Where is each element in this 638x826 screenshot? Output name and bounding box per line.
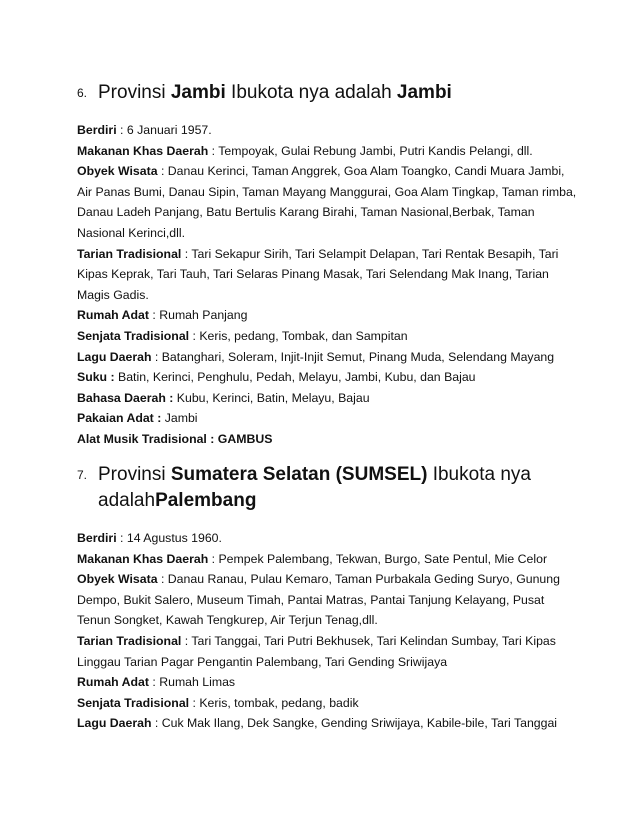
section-number: 7. xyxy=(77,468,88,482)
info-label: Rumah Adat xyxy=(77,308,149,323)
info-value: Pempek Palembang, Tekwan, Burgo, Sate Pentul, Mie Celor xyxy=(218,551,548,566)
info-label: Pakaian Adat : xyxy=(77,411,162,426)
info-label: Tarian Tradisional xyxy=(77,633,182,648)
info-separator: : xyxy=(181,246,192,261)
info-label: Suku : xyxy=(77,370,115,385)
info-label: Berdiri xyxy=(77,531,117,545)
info-label: Lagu Daerah xyxy=(77,349,152,364)
info-row xyxy=(77,388,577,409)
info-label: Senjata Tradisional xyxy=(77,695,190,710)
info-value: Danau Ranau, Pulau Kemaro, Taman Purbakala Geding Suryo, Gunung Dempo, Bukit Salero, Museum Timah, Pantai Matras, Pantai Tanjung Kelayang, Pusat Tenun Songket, Kawah Tengkurep, Air Terjun Tenag,dll. xyxy=(77,572,560,628)
info-separator: : xyxy=(116,531,127,545)
info-value: Jambi xyxy=(164,411,198,426)
info-row xyxy=(77,141,577,162)
info-label: Obyek Wisata xyxy=(77,164,158,179)
info-label: Rumah Adat xyxy=(77,675,149,690)
info-separator: : xyxy=(148,675,160,690)
info-value: Rumah Limas xyxy=(159,675,236,690)
info-row xyxy=(77,549,577,570)
info-separator: : xyxy=(181,633,192,648)
info-separator: : xyxy=(208,143,219,158)
capital-name: Palembang xyxy=(155,490,257,511)
province-name: Sumatera Selatan (SUMSEL) xyxy=(170,464,428,485)
info-value: Tari Tanggai, Tari Putri Bekhusek, Tari Kelindan Sumbay, Tari Kipas Linggau Tarian Pagar Pengantin Palembang, Tari Gending Sriwijaya xyxy=(77,633,556,669)
info-separator: : xyxy=(157,164,168,179)
info-row xyxy=(77,161,577,243)
info-row xyxy=(77,672,577,693)
info-row xyxy=(77,693,577,714)
heading-middle: Ibukota nya adalah xyxy=(98,464,531,511)
info-label: Alat Musik Tradisional : GAMBUS xyxy=(77,431,273,446)
capital-name: Jambi xyxy=(396,82,452,103)
info-value: Kubu, Kerinci, Batin, Melayu, Bajau xyxy=(176,390,370,405)
info-value: Cuk Mak Ilang, Dek Sangke, Gending Sriwijaya, Kabile-bile, Tari Tanggai xyxy=(161,716,558,731)
info-row xyxy=(77,713,577,734)
info-separator: : xyxy=(151,349,162,364)
province-section-sumsel xyxy=(0,462,638,734)
section-number: 6. xyxy=(77,86,88,100)
info-row xyxy=(77,631,577,672)
info-value: Rumah Panjang xyxy=(159,308,248,323)
info-label: Senjata Tradisional xyxy=(77,328,190,343)
info-label: Bahasa Daerah : xyxy=(77,390,174,405)
info-value: Keris, tombak, pedang, badik xyxy=(199,695,359,710)
info-label: Makanan Khas Daerah xyxy=(77,143,209,158)
province-name: Jambi xyxy=(170,82,226,103)
info-label: Tarian Tradisional xyxy=(77,246,182,261)
info-separator: : xyxy=(189,328,200,343)
heading-prefix: Provinsi xyxy=(98,464,171,485)
info-label: Obyek Wisata xyxy=(77,572,158,587)
info-value: 14 Agustus 1960. xyxy=(126,531,222,545)
info-value: Batin, Kerinci, Penghulu, Pedah, Melayu, Jambi, Kubu, dan Bajau xyxy=(118,370,476,385)
info-row xyxy=(77,569,577,631)
info-value: Batanghari, Soleram, Injit-Injit Semut, Pinang Muda, Selendang Mayang xyxy=(161,349,555,364)
info-row xyxy=(77,367,577,388)
info-separator: : xyxy=(157,572,168,587)
province-section-jambi xyxy=(0,80,638,450)
heading-middle: Ibukota nya adalah xyxy=(225,82,397,103)
info-value: Danau Kerinci, Taman Anggrek, Goa Alam Toangko, Candi Muara Jambi, Air Panas Bumi, Danau Sipin, Taman Mayang Manggurai, Goa Alam Tingkap, Taman rimba, Danau Ladeh Panjang, Batu Bertulis Karang Birahi, Taman Nasional,Berbak, Taman Nasional Kerinci,dll. xyxy=(77,164,577,240)
info-row xyxy=(77,305,577,326)
province-heading xyxy=(0,80,638,106)
info-separator: : xyxy=(151,716,162,731)
info-separator: : xyxy=(116,123,127,137)
info-row xyxy=(77,120,577,141)
province-heading xyxy=(0,462,638,514)
info-row xyxy=(77,408,577,429)
info-row xyxy=(77,326,577,347)
info-row xyxy=(77,244,577,306)
info-separator: : xyxy=(189,695,200,710)
info-row xyxy=(77,429,577,450)
heading-prefix: Provinsi xyxy=(98,82,171,103)
info-separator: : xyxy=(148,308,160,323)
info-value: Tempoyak, Gulai Rebung Jambi, Putri Kandis Pelangi, dll. xyxy=(218,143,533,158)
info-separator: : xyxy=(208,551,219,566)
info-label: Lagu Daerah xyxy=(77,716,152,731)
info-row xyxy=(77,528,577,549)
info-value: 6 Januari 1957. xyxy=(126,123,212,137)
info-value: Tari Sekapur Sirih, Tari Selampit Delapan, Tari Rentak Besapih, Tari Kipas Keprak, Tari Tauh, Tari Selaras Pinang Masak, Tari Selendang Mak Inang, Tarian Magis Gadis. xyxy=(77,246,559,302)
info-label: Berdiri xyxy=(77,123,117,137)
info-label: Makanan Khas Daerah xyxy=(77,551,209,566)
info-value: Keris, pedang, Tombak, dan Sampitan xyxy=(199,328,408,343)
info-row xyxy=(77,347,577,368)
